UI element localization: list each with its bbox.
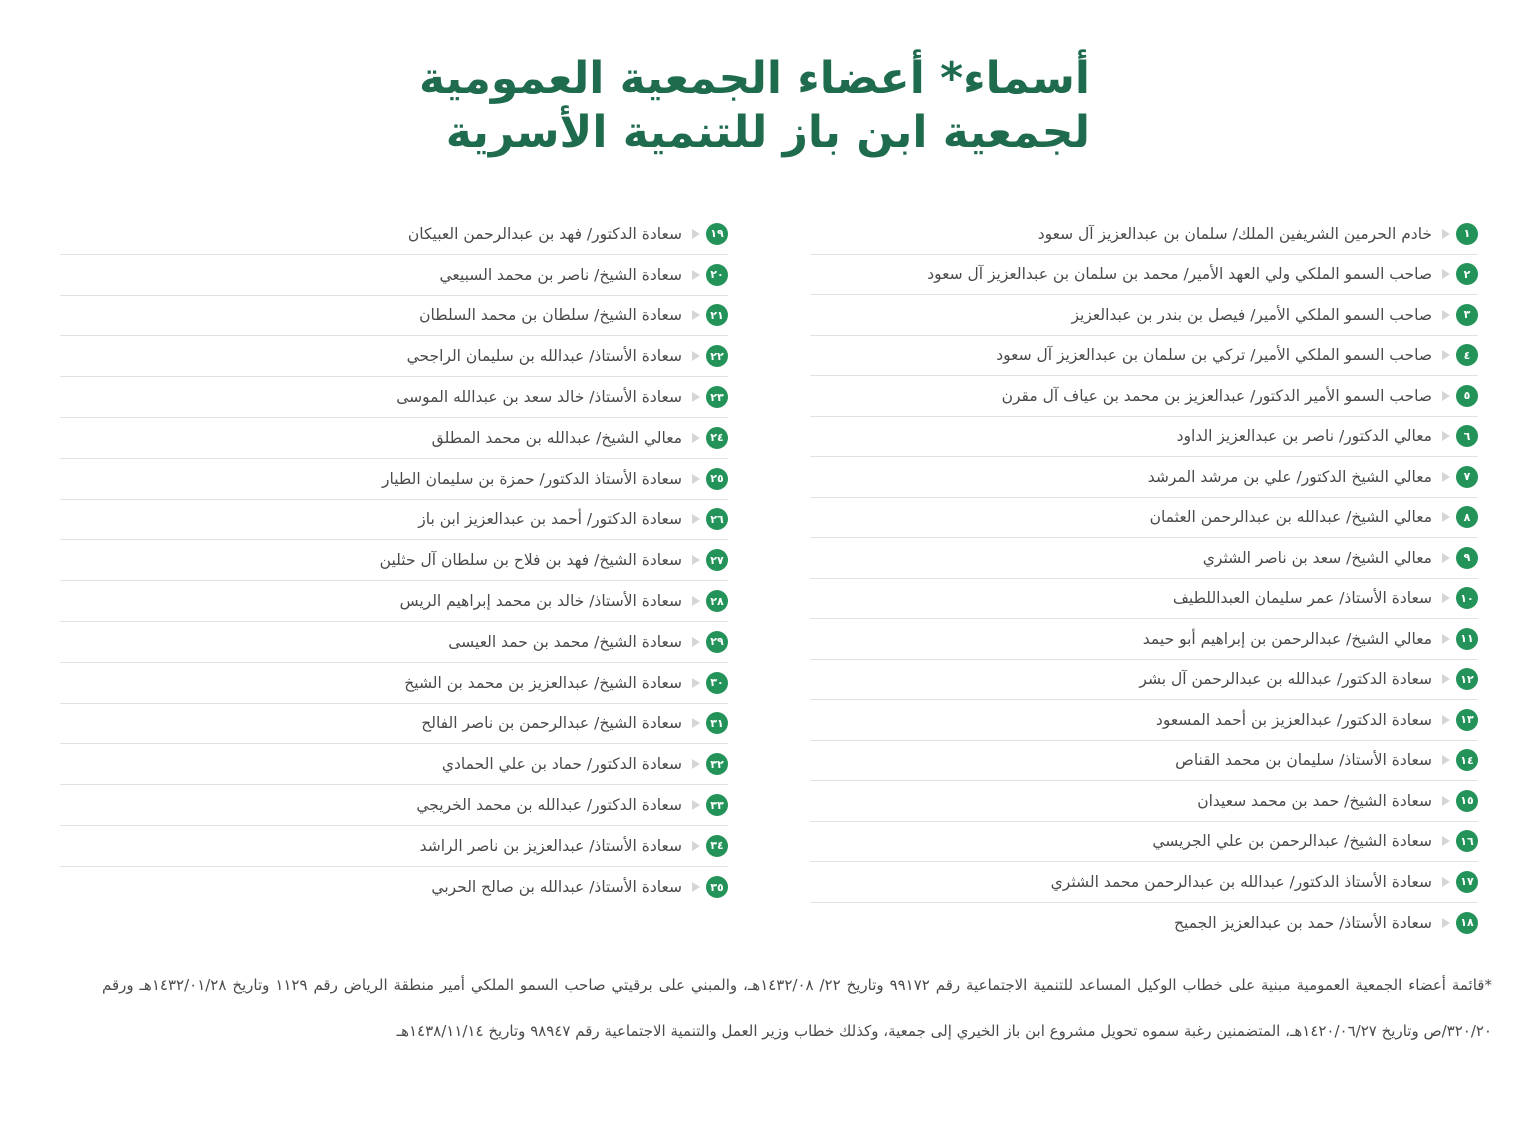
member-name: سعادة الشيخ/ عبدالرحمن بن علي الجريسي: [1152, 832, 1432, 851]
bullet-arrow-icon: [1442, 918, 1450, 928]
bullet-arrow-icon: [692, 718, 700, 728]
bullet-arrow-icon: [1442, 229, 1450, 239]
bullet-arrow-icon: [692, 310, 700, 320]
member-name: سعادة الأستاذ/ عبدالعزيز بن ناصر الراشد: [419, 836, 682, 855]
member-list-item: [60, 459, 728, 500]
member-list-item: [60, 744, 728, 785]
member-number-badge: ٦: [1456, 425, 1478, 447]
member-number-badge: ٢٤: [706, 427, 728, 449]
bullet-arrow-icon: [692, 555, 700, 565]
member-list-item: [60, 867, 728, 908]
member-number-badge: ٢٥: [706, 468, 728, 490]
member-list-item: [60, 500, 728, 541]
member-list-item: [810, 903, 1478, 944]
member-number-badge: ١٢: [1456, 668, 1478, 690]
member-name: سعادة الأستاذ/ عبدالله بن صالح الحربي: [431, 878, 682, 897]
bullet-arrow-icon: [1442, 431, 1450, 441]
member-number-badge: ٥: [1456, 385, 1478, 407]
member-list-item: [810, 457, 1478, 498]
member-number-badge: ٣١: [706, 712, 728, 734]
member-name: سعادة الأستاذ/ حمد بن عبدالعزيز الجميح: [1174, 913, 1432, 932]
member-number-badge: ٣٣: [706, 794, 728, 816]
member-name: معالي الشيخ الدكتور/ علي بن مرشد المرشد: [1147, 467, 1432, 486]
member-list-item: [810, 660, 1478, 701]
member-name: سعادة الدكتور/ عبدالعزيز بن أحمد المسعود: [1155, 710, 1432, 729]
member-number-badge: ٣٠: [706, 672, 728, 694]
bullet-arrow-icon: [692, 882, 700, 892]
member-name: سعادة الشيخ/ ناصر بن محمد السبيعي: [439, 265, 682, 284]
member-list-item: [810, 700, 1478, 741]
bullet-arrow-icon: [1442, 715, 1450, 725]
bullet-arrow-icon: [1442, 796, 1450, 806]
member-list-item: [60, 255, 728, 296]
bullet-arrow-icon: [1442, 877, 1450, 887]
member-name: صاحب السمو الملكي الأمير/ فيصل بن بندر بن عبدالعزيز: [1071, 305, 1432, 324]
bullet-arrow-icon: [1442, 269, 1450, 279]
member-number-badge: ١٠: [1456, 587, 1478, 609]
member-list-item: [60, 377, 728, 418]
member-list-item: [810, 619, 1478, 660]
member-number-badge: ٢٨: [706, 590, 728, 612]
member-number-badge: ٢: [1456, 263, 1478, 285]
bullet-arrow-icon: [1442, 391, 1450, 401]
member-number-badge: ٣٥: [706, 876, 728, 898]
member-name: سعادة الأستاذ/ سليمان بن محمد القناص: [1175, 751, 1432, 770]
member-list-item: [60, 336, 728, 377]
member-name: صاحب السمو الملكي الأمير/ تركي بن سلمان بن عبدالعزيز آل سعود: [996, 346, 1432, 365]
member-list-item: [60, 663, 728, 704]
bullet-arrow-icon: [692, 433, 700, 443]
member-name: سعادة الأستاذ/ خالد بن محمد إبراهيم الريس: [399, 592, 682, 611]
member-number-badge: ١٦: [1456, 830, 1478, 852]
member-list-item: [810, 862, 1478, 903]
member-number-badge: ٢١: [706, 304, 728, 326]
member-number-badge: ١٤: [1456, 749, 1478, 771]
bullet-arrow-icon: [692, 270, 700, 280]
member-number-badge: ٢٣: [706, 386, 728, 408]
member-name: سعادة الدكتور/ أحمد بن عبدالعزيز ابن باز: [418, 510, 682, 529]
member-list-item: [60, 540, 728, 581]
bullet-arrow-icon: [692, 474, 700, 484]
bullet-arrow-icon: [1442, 593, 1450, 603]
member-list-item: [60, 581, 728, 622]
member-name: معالي الدكتور/ ناصر بن عبدالعزيز الداود: [1176, 427, 1432, 446]
bullet-arrow-icon: [692, 514, 700, 524]
member-list-item: [810, 498, 1478, 539]
member-name: معالي الشيخ/ سعد بن ناصر الشثري: [1202, 548, 1432, 567]
member-list-item: [60, 418, 728, 459]
bullet-arrow-icon: [692, 229, 700, 239]
member-number-badge: ١١: [1456, 628, 1478, 650]
member-number-badge: ٢٦: [706, 508, 728, 530]
member-list-item: [810, 255, 1478, 296]
member-number-badge: ٢٧: [706, 549, 728, 571]
member-name: سعادة الشيخ/ حمد بن محمد سعيدان: [1197, 791, 1432, 810]
member-name: معالي الشيخ/ عبدالله بن عبدالرحمن العثمان: [1149, 508, 1432, 527]
member-name: معالي الشيخ/ عبدالرحمن بن إبراهيم أبو حيمد: [1142, 629, 1432, 648]
member-list-item: [810, 579, 1478, 620]
member-list-item: [810, 781, 1478, 822]
member-name: سعادة الدكتور/ حماد بن علي الحمادي: [441, 755, 682, 774]
member-name: سعادة الأستاذ/ عمر سليمان العبداللطيف: [1172, 589, 1432, 608]
footnote: *قائمة أعضاء الجمعية العمومية مبنية على خطاب الوكيل المساعد للتنمية الاجتماعية رقم ٩٩١٧٢ وتاريخ ٢٢/ ١٤٣٢/٠٨هـ، والمبني على برقيتي صاحب السمو الملكي أمير منطقة الرياض رقم ١١٢٩ وتاريخ ١٤٣٢/٠١/٢٨هـ ورقم ٣٢٠/٢٠/ص وتاريخ ١٤٢٠/٠٦/٢٧هـ، المتضمنين رغبة سموه تحويل مشروع ابن باز الخيري إلى جمعية، وكذلك خطاب وزير العمل والتنمية الاجتماعية رقم ٩٨٩٤٧ وتاريخ ١٤٣٨/١١/١٤هـ: [102, 976, 1492, 1040]
member-list-item: [60, 296, 728, 337]
member-name: سعادة الدكتور/ عبدالله بن محمد الخريجي: [416, 796, 682, 815]
member-number-badge: ٨: [1456, 506, 1478, 528]
member-name: سعادة الشيخ/ عبدالعزيز بن محمد بن الشيخ: [404, 673, 682, 692]
member-name: سعادة الشيخ/ فهد بن فلاح بن سلطان آل حثلين: [379, 551, 682, 570]
member-number-badge: ٢٢: [706, 345, 728, 367]
bullet-arrow-icon: [1442, 674, 1450, 684]
bullet-arrow-icon: [1442, 634, 1450, 644]
bullet-arrow-icon: [692, 596, 700, 606]
member-name: سعادة الأستاذ الدكتور/ عبدالله بن عبدالرحمن محمد الشثري: [1050, 872, 1432, 891]
bullet-arrow-icon: [1442, 512, 1450, 522]
member-list-item: [810, 295, 1478, 336]
member-list-item: [810, 822, 1478, 863]
member-name: سعادة الأستاذ/ خالد سعد بن عبدالله الموسى: [396, 388, 682, 407]
member-list-item: [810, 417, 1478, 458]
member-number-badge: ٢٩: [706, 631, 728, 653]
member-list-item: [810, 376, 1478, 417]
member-name: صاحب السمو الملكي ولي العهد الأمير/ محمد بن سلمان بن عبدالعزيز آل سعود: [927, 265, 1432, 284]
member-number-badge: ٩: [1456, 547, 1478, 569]
page-title: [419, 52, 1090, 160]
title-line-1: أسماء* أعضاء الجمعية العمومية: [418, 53, 1090, 104]
member-number-badge: ١٩: [706, 223, 728, 245]
member-name: سعادة الدكتور/ عبدالله بن عبدالرحمن آل بشر: [1139, 670, 1432, 689]
member-list-item: [60, 214, 728, 255]
bullet-arrow-icon: [1442, 350, 1450, 360]
member-name: صاحب السمو الأمير الدكتور/ عبدالعزيز بن محمد بن عياف آل مقرن: [1001, 386, 1432, 405]
member-number-badge: ١: [1456, 223, 1478, 245]
bullet-arrow-icon: [1442, 836, 1450, 846]
member-name: سعادة الشيخ/ عبدالرحمن بن ناصر الفالح: [421, 714, 682, 733]
member-number-badge: ١٨: [1456, 912, 1478, 934]
member-number-badge: ١٧: [1456, 871, 1478, 893]
member-list-item: [60, 785, 728, 826]
member-number-badge: ٢٠: [706, 264, 728, 286]
member-name: سعادة الشيخ/ محمد بن حمد العيسى: [448, 632, 682, 651]
member-list-item: [810, 336, 1478, 377]
member-name: سعادة الدكتور/ فهد بن عبدالرحمن العبيكان: [407, 224, 682, 243]
member-number-badge: ٣٤: [706, 835, 728, 857]
member-number-badge: ١٥: [1456, 790, 1478, 812]
member-number-badge: ٧: [1456, 466, 1478, 488]
member-list-item: [60, 826, 728, 867]
bullet-arrow-icon: [692, 759, 700, 769]
members-list-left: [60, 214, 728, 908]
bullet-arrow-icon: [692, 351, 700, 361]
bullet-arrow-icon: [1442, 553, 1450, 563]
members-list-right: [810, 214, 1478, 943]
bullet-arrow-icon: [692, 841, 700, 851]
member-list-item: [810, 741, 1478, 782]
member-number-badge: ٣: [1456, 304, 1478, 326]
bullet-arrow-icon: [692, 392, 700, 402]
member-name: خادم الحرمين الشريفين الملك/ سلمان بن عبدالعزيز آل سعود: [1037, 224, 1432, 243]
bullet-arrow-icon: [1442, 755, 1450, 765]
member-list-item: [810, 214, 1478, 255]
member-number-badge: ٤: [1456, 344, 1478, 366]
bullet-arrow-icon: [692, 637, 700, 647]
member-list-item: [60, 704, 728, 745]
member-list-item: [60, 622, 728, 663]
member-name: معالي الشيخ/ عبدالله بن محمد المطلق: [431, 428, 682, 447]
bullet-arrow-icon: [1442, 472, 1450, 482]
member-number-badge: ٣٢: [706, 753, 728, 775]
member-name: سعادة الشيخ/ سلطان بن محمد السلطان: [419, 306, 682, 325]
bullet-arrow-icon: [1442, 310, 1450, 320]
member-list-item: [810, 538, 1478, 579]
member-name: سعادة الأستاذ/ عبدالله بن سليمان الراجحي: [406, 347, 682, 366]
title-line-2: لجمعية ابن باز للتنمية الأسرية: [445, 107, 1090, 158]
bullet-arrow-icon: [692, 800, 700, 810]
member-number-badge: ١٣: [1456, 709, 1478, 731]
bullet-arrow-icon: [692, 678, 700, 688]
member-name: سعادة الأستاذ الدكتور/ حمزة بن سليمان الطيار: [382, 469, 682, 488]
